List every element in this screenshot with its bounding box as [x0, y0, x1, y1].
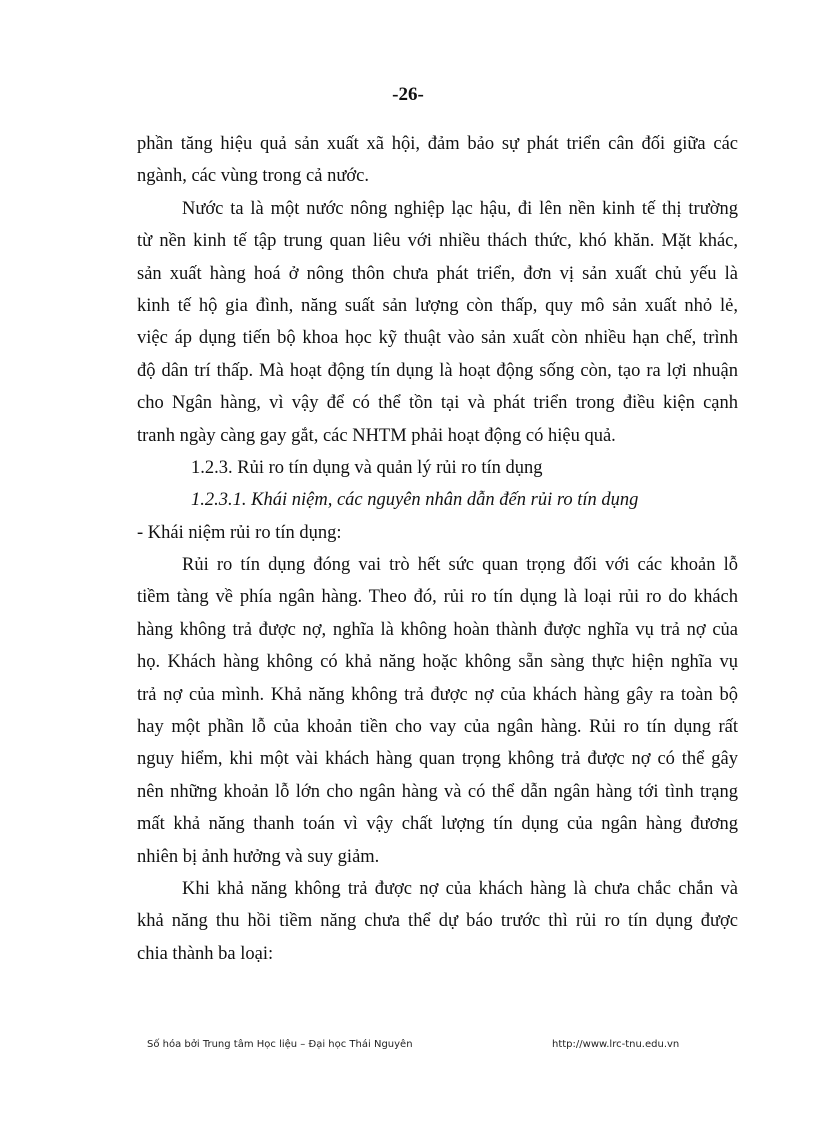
footer-source: Số hóa bởi Trung tâm Học liệu – Đại học Thái Nguyên	[147, 1039, 413, 1050]
text-line: khả năng thu hồi tiềm năng chưa thể dự báo trước thì rủi ro tín dụng được	[137, 911, 738, 932]
body-text	[137, 128, 738, 970]
subsection-heading-line: 1.2.3.1. Khái niệm, các nguyên nhân dẫn đến rủi ro tín dụng	[191, 490, 639, 511]
text-line: tiềm tàng về phía ngân hàng. Theo đó, rủi ro tín dụng là loại rủi ro do khách	[137, 587, 738, 608]
text-line: tranh ngày càng gay gắt, các NHTM phải hoạt động có hiệu quả.	[137, 425, 616, 446]
text-line: ngành, các vùng trong cả nước.	[137, 166, 369, 187]
footer-url-link[interactable]: http://www.lrc-tnu.edu.vn	[552, 1039, 680, 1050]
text-line: nhiên bị ảnh hưởng và suy giảm.	[137, 846, 380, 867]
text-line: phần tăng hiệu quả sản xuất xã hội, đảm bảo sự phát triển cân đối giữa các	[137, 134, 738, 154]
text-line: sản xuất hàng hoá ở nông thôn chưa phát triển, đơn vị sản xuất chủ yếu là	[137, 263, 738, 284]
text-line: Nước ta là một nước nông nghiệp lạc hậu, đi lên nền kinh tế thị trường	[182, 198, 738, 219]
text-line: kinh tế hộ gia đình, năng suất sản lượng còn thấp, quy mô sản xuất nhỏ lẻ,	[137, 295, 738, 316]
footer	[147, 1039, 697, 1050]
text-line: hay một phần lỗ của khoản tiền cho vay của ngân hàng. Rủi ro tín dụng rất	[137, 717, 738, 738]
text-line: Khi khả năng không trả được nợ của khách hàng là chưa chắc chắn và	[182, 878, 738, 899]
text-line: nên những khoản lỗ lớn cho ngân hàng và có thể dẫn ngân hàng tới tình trạng	[137, 781, 738, 802]
text-line: trả nợ của mình. Khả năng không trả được nợ của khách hàng gây ra toàn bộ	[137, 684, 738, 705]
text-line: độ dân trí thấp. Mà hoạt động tín dụng là hoạt động sống còn, tạo ra lợi nhuận	[137, 360, 738, 381]
text-line: mất khả năng thanh toán vì vậy chất lượng tín dụng của ngân hàng đương	[137, 814, 738, 835]
text-line: từ nền kinh tế tập trung quan liêu với nhiều thách thức, khó khăn. Mặt khác,	[137, 231, 738, 252]
text-line: việc áp dụng tiến bộ khoa học kỹ thuật vào sản xuất còn nhiều hạn chế, trình	[137, 328, 738, 349]
page-number: -26-	[392, 84, 424, 105]
text-line: 1.2.3. Rủi ro tín dụng và quản lý rủi ro tín dụng	[191, 457, 543, 478]
text-line: họ. Khách hàng không có khả năng hoặc không sẵn sàng thực hiện nghĩa vụ	[137, 652, 738, 673]
text-line: - Khái niệm rủi ro tín dụng:	[137, 522, 342, 543]
text-line: nguy hiểm, khi một vài khách hàng quan trọng không trả được nợ có thể gây	[137, 749, 738, 770]
text-line: cho Ngân hàng, vì vậy để có thể tồn tại và phát triển trong điều kiện cạnh	[137, 393, 738, 414]
text-line: Rủi ro tín dụng đóng vai trò hết sức quan trọng đối với các khoản lỗ	[182, 555, 738, 576]
text-line: hàng không trả được nợ, nghĩa là không hoàn thành được nghĩa vụ trả nợ của	[137, 619, 738, 640]
text-line: chia thành ba loại:	[137, 943, 274, 964]
